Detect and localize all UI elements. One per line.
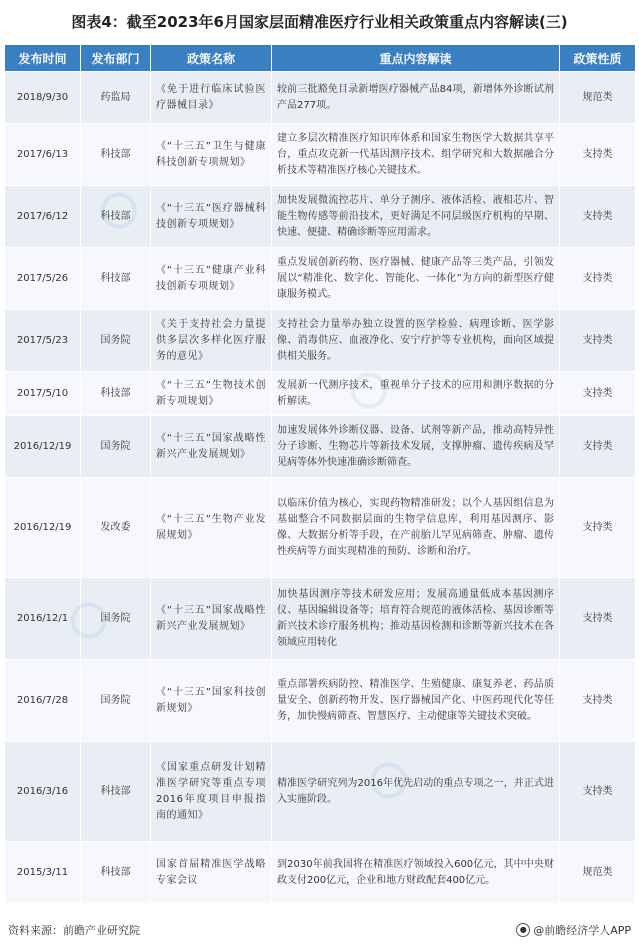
cell-dept: 科技部 (81, 124, 151, 186)
cell-content: 到2030年前我国将在精准医疗领域投入600亿元，其中中央财政支付200亿元，企业和地方财政配套400亿元。 (272, 842, 560, 904)
cell-date: 2015/3/11 (5, 842, 81, 904)
cell-type: 支持类 (560, 124, 636, 186)
table-row (5, 372, 636, 416)
cell-date: 2017/6/13 (5, 124, 81, 186)
header-type: 政策性质 (560, 45, 636, 72)
cell-name: 《“十三五”医疗器械科技创新专项规划》 (151, 186, 272, 248)
cell-content: 以临床价值为核心，实现药物精准研发；以个人基因组信息为基础整合不同数据层面的生物学信息库，利用基因测序、影像、大数据分析等手段，在产前胎儿罕见病筛查、肿瘤、遗传性疾病等方面实现精准的预防、诊断和治疗。 (272, 478, 560, 578)
cell-content: 加快基因测序等技术研发应用；发展高通量低成本基因测序仪、基因编辑设备等；培育符合规范的液体活检、基因诊断等新兴技术诊疗服务机构；推动基因检测和诊断等新兴技术在各领域应用转化 (272, 578, 560, 660)
cell-type: 支持类 (560, 660, 636, 742)
cell-date: 2016/7/28 (5, 660, 81, 742)
cell-date: 2017/5/10 (5, 372, 81, 416)
cell-dept: 药监局 (81, 72, 151, 124)
cell-name: 《国家重点研发计划精准医学研究等重点专项2016年度项目申报指南的通知》 (151, 742, 272, 842)
header-date: 发布时间 (5, 45, 81, 72)
cell-dept: 科技部 (81, 842, 151, 904)
cell-content: 精准医学研究列为2016年优先启动的重点专项之一，并正式进入实施阶段。 (272, 742, 560, 842)
cell-dept: 国务院 (81, 578, 151, 660)
table-row (5, 416, 636, 478)
cell-dept: 科技部 (81, 372, 151, 416)
cell-dept: 科技部 (81, 186, 151, 248)
cell-type: 支持类 (560, 578, 636, 660)
cell-content: 重点部署疾病防控、精准医学、生殖健康、康复养老、药品质量安全、创新药物开发、医疗器械国产化、中医药现代化等任务，加快慢病筛查、智慧医疗、主动健康等关键技术突破。 (272, 660, 560, 742)
cell-content: 建立多层次精准医疗知识库体系和国家生物医学大数据共享平台，重点攻克新一代基因测序技术、组学研究和大数据融合分析技术等精准医疗核心关键技术。 (272, 124, 560, 186)
cell-dept: 国务院 (81, 310, 151, 372)
cell-type: 支持类 (560, 742, 636, 842)
cell-content: 加快发展微流控芯片、单分子测序、液体活检、液相芯片、智能生物传感等前沿技术，更好满足不同层级医疗机构的早期、快速、便捷、精确诊断等应用需求。 (272, 186, 560, 248)
table-row (5, 578, 636, 660)
table-row (5, 186, 636, 248)
cell-name: 《“十三五”国家战略性新兴产业发展规划》 (151, 578, 272, 660)
cell-name: 《“十三五”健康产业科技创新专项规划》 (151, 248, 272, 310)
table-row (5, 310, 636, 372)
table-row (5, 742, 636, 842)
cell-content: 较前三批豁免目录新增医疗器械产品84项，新增体外诊断试剂产品277项。 (272, 72, 560, 124)
cell-type: 支持类 (560, 372, 636, 416)
header-name: 政策名称 (151, 45, 272, 72)
cell-name: 国家首届精准医学战略专家会议 (151, 842, 272, 904)
cell-dept: 科技部 (81, 742, 151, 842)
policy-table (4, 44, 636, 904)
cell-type: 支持类 (560, 186, 636, 248)
cell-date: 2016/12/19 (5, 478, 81, 578)
cell-dept: 发改委 (81, 478, 151, 578)
cell-type: 支持类 (560, 478, 636, 578)
table-row (5, 248, 636, 310)
table-row (5, 72, 636, 124)
cell-type: 规范类 (560, 72, 636, 124)
cell-type: 支持类 (560, 248, 636, 310)
cell-name: 《免于进行临床试验医疗器械目录》 (151, 72, 272, 124)
cell-content: 支持社会力量举办独立设置的医学检验、病理诊断、医学影像、消毒供应、血液净化、安宁疗护等专业机构，面向区域提供相关服务。 (272, 310, 560, 372)
cell-content: 加速发展体外诊断仪器、设备、试剂等新产品，推动高特异性分子诊断、生物芯片等新技术发展，支撑肿瘤、遗传疾病及罕见病等体外快速准确诊断筛查。 (272, 416, 560, 478)
cell-name: 《关于支持社会力量提供多层次多样化医疗服务的意见》 (151, 310, 272, 372)
cell-name: 《“十三五”国家科技创新规划》 (151, 660, 272, 742)
table-row (5, 478, 636, 578)
cell-type: 规范类 (560, 842, 636, 904)
table-row (5, 842, 636, 904)
cell-dept: 国务院 (81, 660, 151, 742)
brand-label: @前瞻经济学人APP (533, 924, 631, 937)
cell-content: 重点发展创新药物、医疗器械、健康产品等三类产品，引领发展以“精准化、数字化、智能化、一体化”为方向的新型医疗健康服务模式。 (272, 248, 560, 310)
cell-content: 发展新一代测序技术，重视单分子技术的应用和测序数据的分析解读。 (272, 372, 560, 416)
cell-dept: 国务院 (81, 416, 151, 478)
cell-type: 支持类 (560, 310, 636, 372)
cell-type: 支持类 (560, 416, 636, 478)
table-row (5, 124, 636, 186)
table-row (5, 660, 636, 742)
cell-dept: 科技部 (81, 248, 151, 310)
cell-name: 《“十三五”生物产业发展规划》 (151, 478, 272, 578)
cell-name: 《“十三五”国家战略性新兴产业发展规划》 (151, 416, 272, 478)
weibo-icon: ● (516, 923, 530, 937)
page-title: 图表4：截至2023年6月国家层面精准医疗行业相关政策重点内容解读(三) (71, 13, 568, 31)
brand-credit (516, 922, 631, 938)
cell-date: 2017/6/12 (5, 186, 81, 248)
cell-date: 2016/12/1 (5, 578, 81, 660)
cell-date: 2017/5/26 (5, 248, 81, 310)
cell-date: 2017/5/23 (5, 310, 81, 372)
cell-date: 2016/3/16 (5, 742, 81, 842)
table-header-row (5, 45, 636, 72)
cell-date: 2018/9/30 (5, 72, 81, 124)
cell-date: 2016/12/19 (5, 416, 81, 478)
header-dept: 发布部门 (81, 45, 151, 72)
cell-name: 《“十三五”卫生与健康科技创新专项规划》 (151, 124, 272, 186)
header-content: 重点内容解读 (272, 45, 560, 72)
source-note: 资料来源：前瞻产业研究院 (8, 924, 140, 937)
footer (8, 922, 631, 938)
cell-name: 《“十三五”生物技术创新专项规划》 (151, 372, 272, 416)
